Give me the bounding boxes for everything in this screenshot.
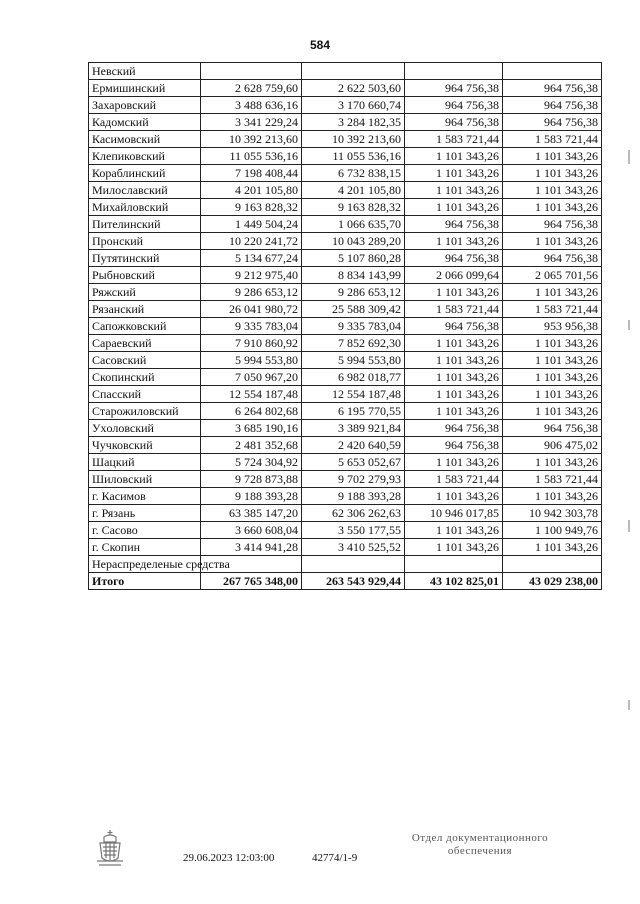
amount-cell: 9 163 828,32 bbox=[302, 199, 405, 216]
amount-cell: 6 982 018,77 bbox=[302, 369, 405, 386]
amount-cell: 1 101 343,26 bbox=[503, 182, 602, 199]
scan-edge-mark bbox=[628, 320, 630, 330]
amount-cell: 2 481 352,68 bbox=[201, 437, 302, 454]
district-name-cell: Клепиковский bbox=[89, 148, 201, 165]
amount-cell: 9 212 975,40 bbox=[201, 267, 302, 284]
amount-cell: 1 101 343,26 bbox=[503, 284, 602, 301]
district-name-cell: Пителинский bbox=[89, 216, 201, 233]
amount-cell: 2 628 759,60 bbox=[201, 80, 302, 97]
district-name-cell: Рыбновский bbox=[89, 267, 201, 284]
amount-cell: 1 101 343,26 bbox=[503, 165, 602, 182]
table-row bbox=[89, 335, 602, 352]
unallocated-label: Нераспределеные средства bbox=[89, 556, 201, 573]
table-row bbox=[89, 233, 602, 250]
footer-doc-code: 42774/1-9 bbox=[312, 852, 358, 864]
amount-cell: 1 101 343,26 bbox=[405, 199, 503, 216]
table-row bbox=[89, 165, 602, 182]
department-stamp bbox=[400, 832, 560, 858]
amount-cell: 964 756,38 bbox=[405, 114, 503, 131]
amount-cell: 1 101 343,26 bbox=[503, 488, 602, 505]
district-name-cell: Шиловский bbox=[89, 471, 201, 488]
amount-cell: 953 956,38 bbox=[503, 318, 602, 335]
amount-cell: 10 392 213,60 bbox=[201, 131, 302, 148]
amount-cell: 25 588 309,42 bbox=[302, 301, 405, 318]
amount-cell: 3 341 229,24 bbox=[201, 114, 302, 131]
amount-cell: 964 756,38 bbox=[405, 97, 503, 114]
amount-cell: 12 554 187,48 bbox=[302, 386, 405, 403]
district-name-cell: Сасовский bbox=[89, 352, 201, 369]
amount-cell: 5 134 677,24 bbox=[201, 250, 302, 267]
district-name-cell: Шацкий bbox=[89, 454, 201, 471]
amount-cell: 6 264 802,68 bbox=[201, 403, 302, 420]
amount-cell: 11 055 536,16 bbox=[201, 148, 302, 165]
amount-cell: 1 583 721,44 bbox=[503, 131, 602, 148]
table-row bbox=[89, 250, 602, 267]
district-name-cell: Ряжский bbox=[89, 284, 201, 301]
amount-cell: 5 653 052,67 bbox=[302, 454, 405, 471]
amount-cell: 9 335 783,04 bbox=[302, 318, 405, 335]
district-name-cell: Сапожковский bbox=[89, 318, 201, 335]
amount-cell: 1 101 343,26 bbox=[503, 352, 602, 369]
total-amount-cell: 267 765 348,00 bbox=[201, 573, 302, 590]
amount-cell: 964 756,38 bbox=[405, 318, 503, 335]
amount-cell: 9 286 653,12 bbox=[302, 284, 405, 301]
amount-cell: 1 583 721,44 bbox=[405, 301, 503, 318]
coat-of-arms-icon bbox=[93, 828, 127, 868]
table-row bbox=[89, 352, 602, 369]
amount-cell: 964 756,38 bbox=[405, 420, 503, 437]
amount-cell: 1 101 343,26 bbox=[503, 199, 602, 216]
amount-cell: 1 101 343,26 bbox=[503, 335, 602, 352]
table-row bbox=[89, 471, 602, 488]
district-name-cell: Рязанский bbox=[89, 301, 201, 318]
district-name-cell: Путятинский bbox=[89, 250, 201, 267]
amount-cell: 1 101 343,26 bbox=[503, 403, 602, 420]
table-row bbox=[89, 369, 602, 386]
amount-cell: 1 101 343,26 bbox=[405, 182, 503, 199]
scan-edge-mark bbox=[628, 700, 630, 710]
amount-cell: 1 066 635,70 bbox=[302, 216, 405, 233]
amount-cell: 2 066 099,64 bbox=[405, 267, 503, 284]
table-row bbox=[89, 454, 602, 471]
district-name-cell: Уxоловский bbox=[89, 420, 201, 437]
footer-datetime: 29.06.2023 12:03:00 bbox=[183, 852, 275, 864]
amount-cell: 3 550 177,55 bbox=[302, 522, 405, 539]
district-name-cell: Касимовский bbox=[89, 131, 201, 148]
amount-cell: 3 389 921,84 bbox=[302, 420, 405, 437]
table-row bbox=[89, 182, 602, 199]
amount-cell: 1 101 343,26 bbox=[503, 386, 602, 403]
amount-cell: 3 170 660,74 bbox=[302, 97, 405, 114]
amount-cell: 1 101 343,26 bbox=[503, 233, 602, 250]
amount-cell: 1 100 949,76 bbox=[503, 522, 602, 539]
table-row bbox=[89, 267, 602, 284]
amount-cell: 964 756,38 bbox=[503, 216, 602, 233]
amount-cell: 1 101 343,26 bbox=[405, 233, 503, 250]
amount-cell: 1 101 343,26 bbox=[503, 369, 602, 386]
amount-cell: 9 188 393,28 bbox=[201, 488, 302, 505]
table-row bbox=[89, 284, 602, 301]
amount-cell: 26 041 980,72 bbox=[201, 301, 302, 318]
amount-cell: 9 163 828,32 bbox=[201, 199, 302, 216]
scan-edge-mark bbox=[628, 520, 630, 532]
amount-cell: 3 488 636,16 bbox=[201, 97, 302, 114]
district-name-cell: Сараевский bbox=[89, 335, 201, 352]
table-row bbox=[89, 437, 602, 454]
table-row bbox=[89, 97, 602, 114]
amount-cell: 1 101 343,26 bbox=[405, 165, 503, 182]
amount-cell: 1 101 343,26 bbox=[405, 369, 503, 386]
amount-cell: 10 220 241,72 bbox=[201, 233, 302, 250]
amount-cell: 7 910 860,92 bbox=[201, 335, 302, 352]
district-name-cell: Кадомский bbox=[89, 114, 201, 131]
amount-cell: 1 583 721,44 bbox=[405, 471, 503, 488]
table-row bbox=[89, 301, 602, 318]
amount-cell: 964 756,38 bbox=[503, 250, 602, 267]
amount-cell: 5 994 553,80 bbox=[201, 352, 302, 369]
table-row bbox=[89, 488, 602, 505]
total-amount-cell: 43 102 825,01 bbox=[405, 573, 503, 590]
amount-cell: 1 101 343,26 bbox=[405, 284, 503, 301]
amount-cell: 9 286 653,12 bbox=[201, 284, 302, 301]
amount-cell: 2 065 701,56 bbox=[503, 267, 602, 284]
amount-cell: 1 101 343,26 bbox=[405, 403, 503, 420]
amount-cell: 10 946 017,85 bbox=[405, 505, 503, 522]
amount-cell: 6 195 770,55 bbox=[302, 403, 405, 420]
amount-cell: 4 201 105,80 bbox=[201, 182, 302, 199]
amount-cell: 10 942 303,78 bbox=[503, 505, 602, 522]
amount-cell: 10 392 213,60 bbox=[302, 131, 405, 148]
amount-cell: 5 724 304,92 bbox=[201, 454, 302, 471]
amount-cell: 3 414 941,28 bbox=[201, 539, 302, 556]
budget-table bbox=[88, 62, 602, 590]
amount-cell: 9 702 279,93 bbox=[302, 471, 405, 488]
amount-cell: 5 994 553,80 bbox=[302, 352, 405, 369]
amount-cell: 2 420 640,59 bbox=[302, 437, 405, 454]
district-name-cell: Скопинский bbox=[89, 369, 201, 386]
amount-cell: 964 756,38 bbox=[503, 80, 602, 97]
amount-cell: 3 284 182,35 bbox=[302, 114, 405, 131]
district-name-cell: Пронский bbox=[89, 233, 201, 250]
amount-cell: 964 756,38 bbox=[405, 80, 503, 97]
table-row bbox=[89, 80, 602, 97]
amount-cell: 1 101 343,26 bbox=[503, 148, 602, 165]
table-row bbox=[89, 539, 602, 556]
district-name-cell: Милославский bbox=[89, 182, 201, 199]
amount-cell: 1 101 343,26 bbox=[405, 539, 503, 556]
amount-cell: 10 043 289,20 bbox=[302, 233, 405, 250]
department-line-1: Отдел документационного bbox=[411, 832, 549, 844]
amount-cell: 1 583 721,44 bbox=[503, 471, 602, 488]
total-amount-cell: 43 029 238,00 bbox=[503, 573, 602, 590]
amount-cell: 964 756,38 bbox=[405, 437, 503, 454]
amount-cell: 1 101 343,26 bbox=[405, 352, 503, 369]
amount-cell: 1 101 343,26 bbox=[405, 335, 503, 352]
table-row bbox=[89, 114, 602, 131]
district-name-cell: Ермишинский bbox=[89, 80, 201, 97]
amount-cell: 9 188 393,28 bbox=[302, 488, 405, 505]
table-row bbox=[89, 505, 602, 522]
amount-cell bbox=[503, 556, 602, 573]
district-name-cell: Чучковский bbox=[89, 437, 201, 454]
table-row bbox=[89, 522, 602, 539]
table-row bbox=[89, 148, 602, 165]
table-body bbox=[89, 63, 602, 590]
amount-cell: 964 756,38 bbox=[503, 420, 602, 437]
total-amount-cell: 263 543 929,44 bbox=[302, 573, 405, 590]
table-row bbox=[89, 420, 602, 437]
amount-cell: 1 583 721,44 bbox=[503, 301, 602, 318]
amount-cell: 4 201 105,80 bbox=[302, 182, 405, 199]
page-number: 584 bbox=[309, 38, 331, 52]
amount-cell bbox=[302, 556, 405, 573]
amount-cell bbox=[405, 63, 503, 80]
amount-cell: 964 756,38 bbox=[503, 114, 602, 131]
amount-cell: 62 306 262,63 bbox=[302, 505, 405, 522]
amount-cell: 1 583 721,44 bbox=[405, 131, 503, 148]
district-name-cell: г. Скопин bbox=[89, 539, 201, 556]
amount-cell: 6 732 838,15 bbox=[302, 165, 405, 182]
amount-cell: 964 756,38 bbox=[405, 250, 503, 267]
amount-cell: 8 834 143,99 bbox=[302, 267, 405, 284]
amount-cell: 1 101 343,26 bbox=[405, 522, 503, 539]
amount-cell: 1 101 343,26 bbox=[405, 488, 503, 505]
table-row bbox=[89, 199, 602, 216]
district-name-cell: Старожиловский bbox=[89, 403, 201, 420]
district-name-cell: г. Рязань bbox=[89, 505, 201, 522]
amount-cell: 12 554 187,48 bbox=[201, 386, 302, 403]
amount-cell: 9 335 783,04 bbox=[201, 318, 302, 335]
amount-cell bbox=[201, 63, 302, 80]
amount-cell: 964 756,38 bbox=[503, 97, 602, 114]
amount-cell bbox=[302, 63, 405, 80]
amount-cell: 1 449 504,24 bbox=[201, 216, 302, 233]
amount-cell: 906 475,02 bbox=[503, 437, 602, 454]
table-row bbox=[89, 131, 602, 148]
amount-cell: 7 852 692,30 bbox=[302, 335, 405, 352]
amount-cell: 3 660 608,04 bbox=[201, 522, 302, 539]
amount-cell: 11 055 536,16 bbox=[302, 148, 405, 165]
amount-cell: 1 101 343,26 bbox=[503, 454, 602, 471]
total-row bbox=[89, 573, 602, 590]
table-row bbox=[89, 403, 602, 420]
amount-cell: 964 756,38 bbox=[405, 216, 503, 233]
amount-cell bbox=[503, 63, 602, 80]
amount-cell: 63 385 147,20 bbox=[201, 505, 302, 522]
amount-cell: 1 101 343,26 bbox=[405, 386, 503, 403]
unallocated-row bbox=[89, 556, 602, 573]
district-name-cell: Кораблинский bbox=[89, 165, 201, 182]
table-row bbox=[89, 318, 602, 335]
total-label: Итого bbox=[89, 573, 201, 590]
amount-cell: 1 101 343,26 bbox=[405, 454, 503, 471]
amount-cell: 3 410 525,52 bbox=[302, 539, 405, 556]
amount-cell: 1 101 343,26 bbox=[503, 539, 602, 556]
table-row bbox=[89, 216, 602, 233]
amount-cell: 3 685 190,16 bbox=[201, 420, 302, 437]
amount-cell: 9 728 873,88 bbox=[201, 471, 302, 488]
district-name-cell: Захаровский bbox=[89, 97, 201, 114]
amount-cell: 5 107 860,28 bbox=[302, 250, 405, 267]
table-row bbox=[89, 386, 602, 403]
amount-cell: 7 198 408,44 bbox=[201, 165, 302, 182]
amount-cell: 1 101 343,26 bbox=[405, 148, 503, 165]
district-name-cell: Спасский bbox=[89, 386, 201, 403]
scan-edge-mark bbox=[628, 150, 630, 164]
district-name-cell: Михайловский bbox=[89, 199, 201, 216]
amount-cell: 7 050 967,20 bbox=[201, 369, 302, 386]
district-name-cell: г. Сасово bbox=[89, 522, 201, 539]
department-line-2: обеспечения bbox=[447, 845, 513, 857]
amount-cell: 2 622 503,60 bbox=[302, 80, 405, 97]
district-name-cell: Невский bbox=[89, 63, 201, 80]
table-row bbox=[89, 63, 602, 80]
district-name-cell: г. Касимов bbox=[89, 488, 201, 505]
amount-cell bbox=[405, 556, 503, 573]
